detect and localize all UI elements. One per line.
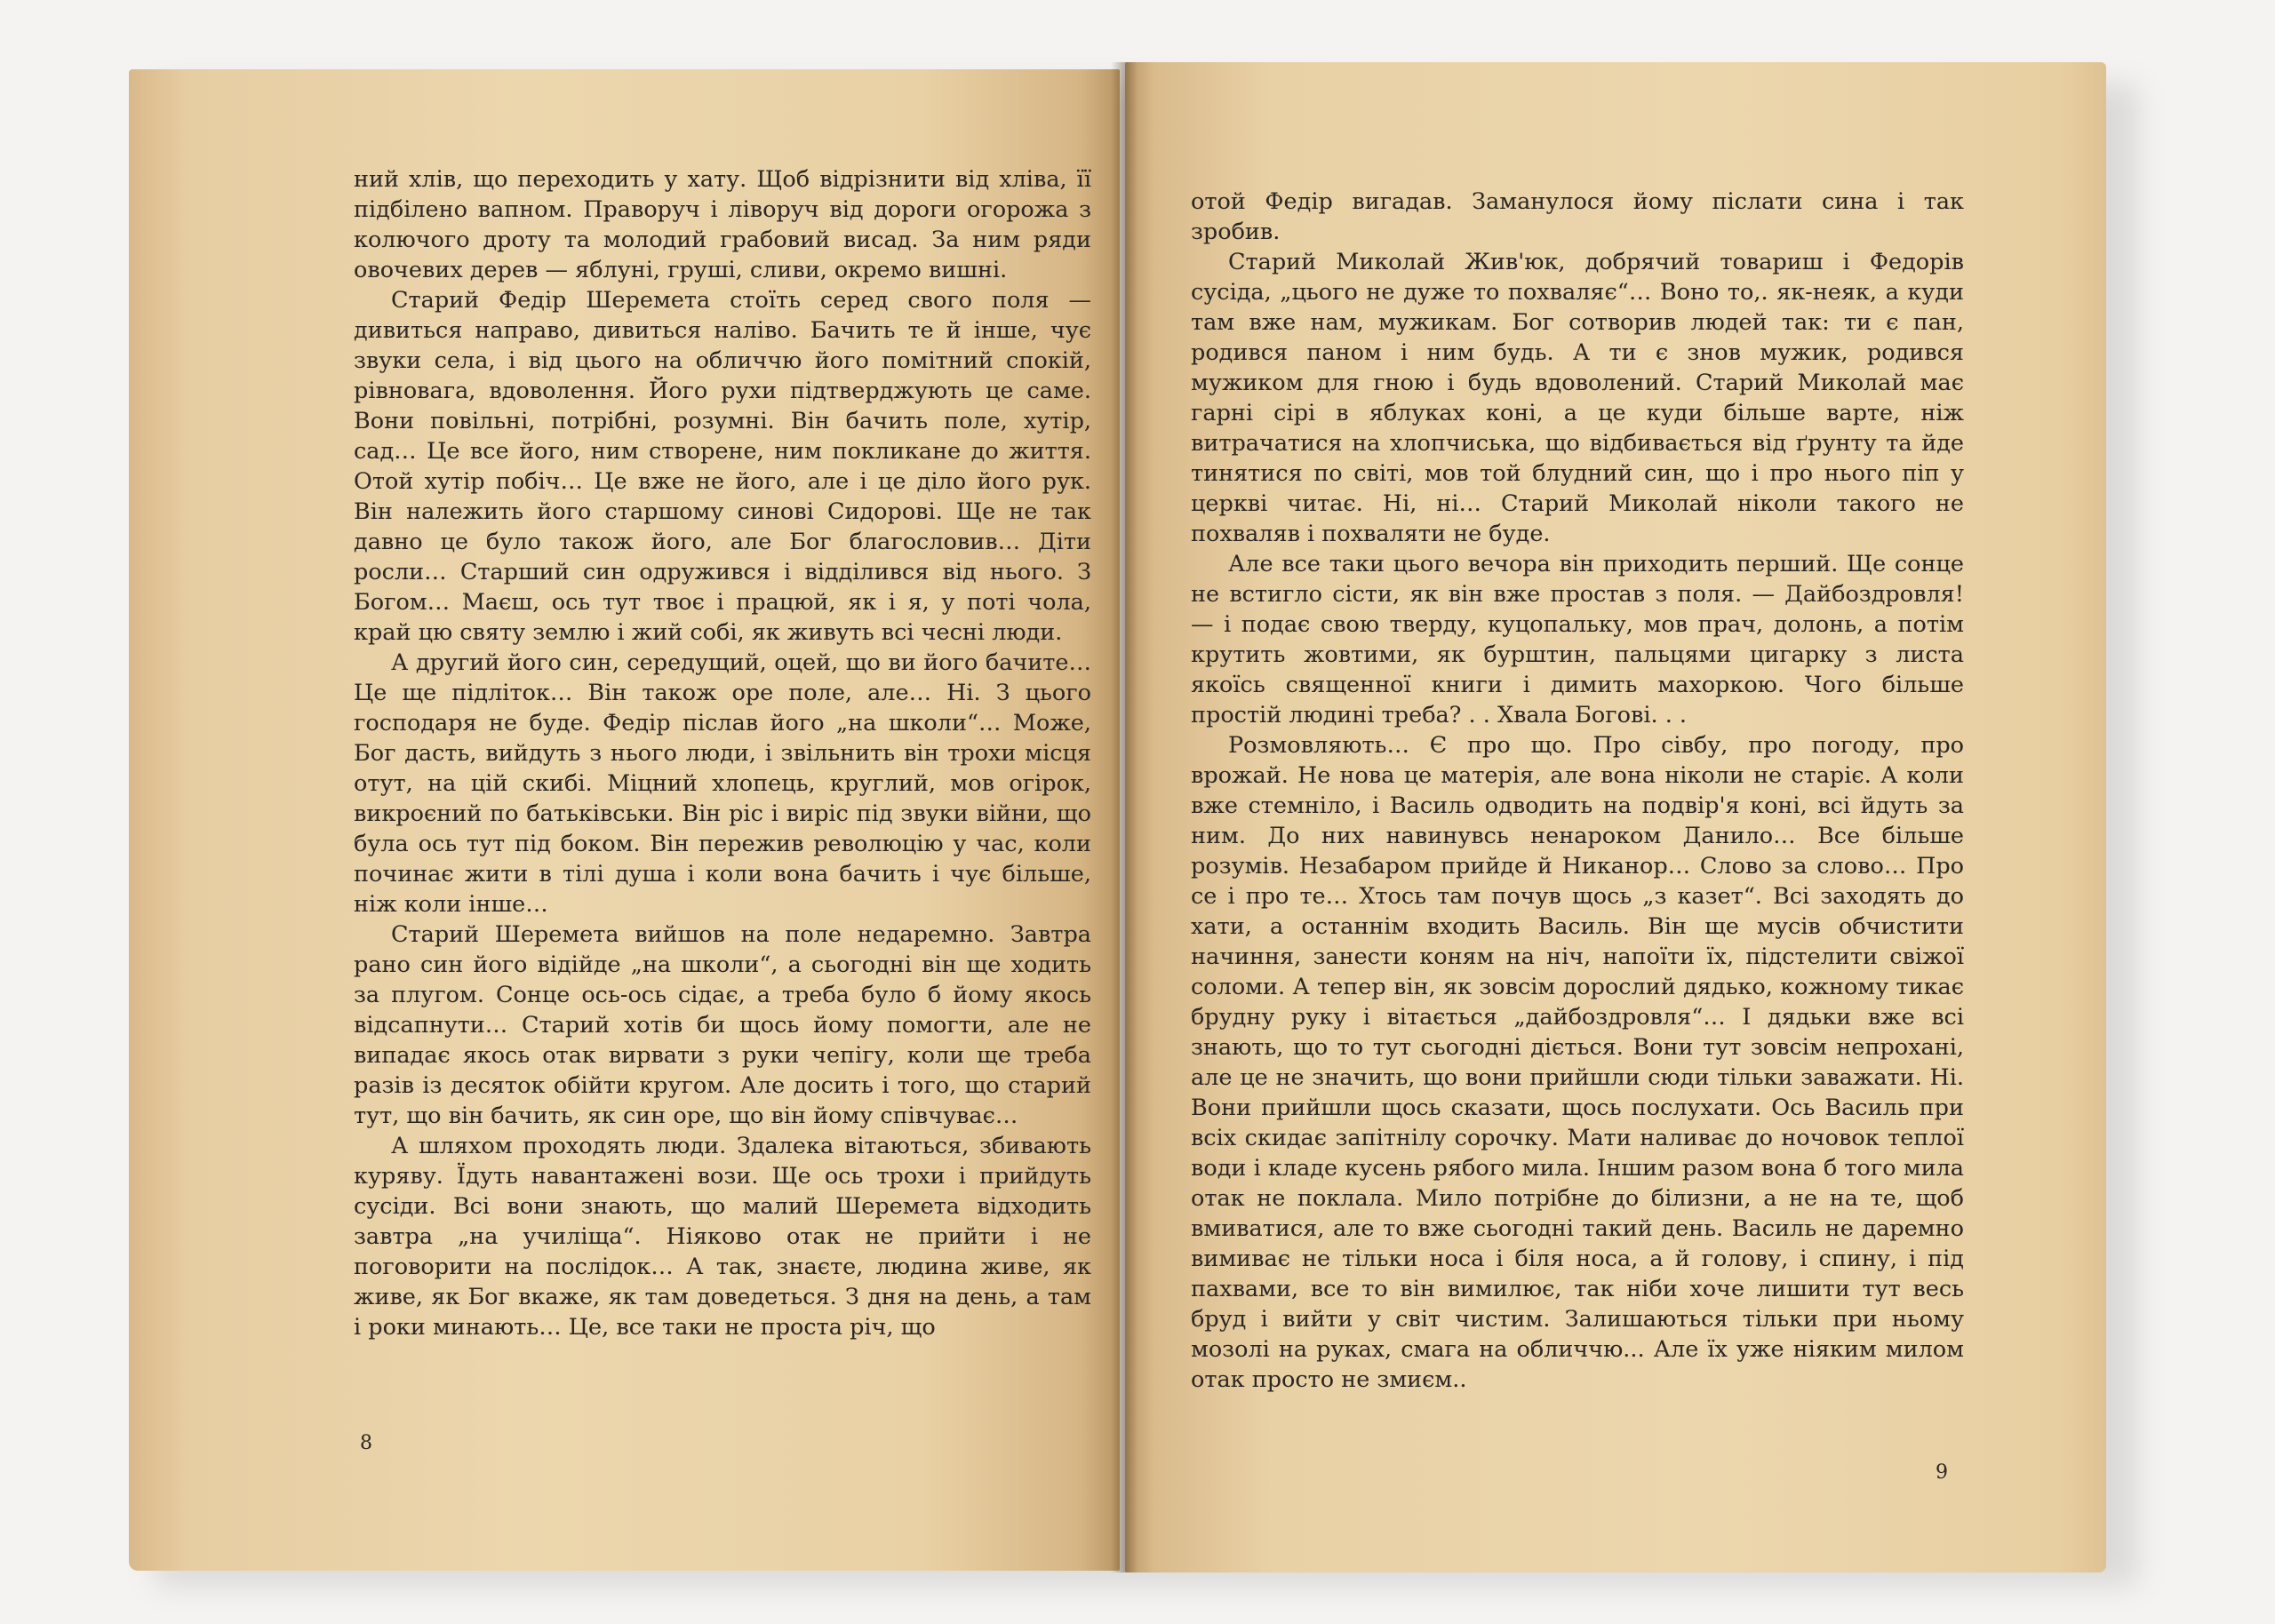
paragraph: А другий його син, середущий, оцей, що ви його бачите… Це ще підліток… Він також оре поле, але… Ні. З цього господаря не буде. Федір післав його „на школи“… Може, Бог дасть, вийдуть з нього люди, і звільнить він трохи місця отут, на цій скибі. Міцний хлопець, круглий, мов огірок, викроєний по батьківськи. Він ріс і виріс під звуки війни, що була ось тут під боком. Він пережив революцію у час, коли починає жити в тілі душа і коли вона бачить і чує більше, ніж коли інше…: [354, 649, 1091, 918]
book-gutter: [1111, 62, 1138, 1572]
paragraph: Старий Федір Шеремета стоїть серед свого поля — дивиться направо, дивиться наліво. Бачить те й інше, чує звуки села, і від цього на обличчю його помітний спокій, рівновага, вдоволення. Його рухи підтверджують це саме. Вони повільні, потрібні, розумні. Він бачить поле, хутір, сад… Це все його, ним створене, ним покликане до життя. Отой хутір побіч… Це вже не його, але і це діло його рук. Він належить його старшому синові Сидорові. Ще не так давно це було також його, але Бог благословив… Діти росли… Старший син одружився і відділився від нього. З Богом… Маєш, ось тут твоє і працюй, як і я, у поті чола, край цю святу землю і жий собі, як живуть всі чесні люди.: [354, 287, 1091, 646]
paragraph: Старий Миколай Жив'юк, добрячий товариш і Федорів сусіда, „цього не дуже то похваляє“… Воно то,. як-неяк, а куди там вже нам, мужикам. Бог сотворив людей так: ти є пан, родився паном і ним будь. А ти є знов мужик, родився мужиком для гною і будь вдоволений. Старий Миколай має гарні сірі в яблуках коні, а це куди більше варте, ніж витрачатися на хлопчиська, що відбивається від ґрунту та йде тинятися по світі, мов той блудний син, що і про нього піп у церкві читає. Ні, ні… Старий Миколай ніколи такого не похваляв і похваляти не буде.: [1191, 249, 1964, 547]
paragraph: А шляхом проходять люди. Здалека вітаються, збивають куряву. Їдуть навантажені вози. Ще ось трохи і прийдуть сусіди. Всі вони знають, що малий Шеремета відходить завтра „на училіща“. Ніяково отак не прийти і не поговорити на послідок… А так, знаєте, людина живе, як живе, як Бог вкаже, як там доведеться. З дня на день, а там і роки минають… Це, все таки не проста річ, що: [354, 1133, 1091, 1341]
right-page-text: [1191, 187, 1964, 1395]
paragraph: Старий Шеремета вийшов на поле недаремно. Завтра рано син його відійде „на школи“, а сьогодні він ще ходить за плугом. Сонце ось-ось сідає, а треба було б йому якось відсапнути… Старий хотів би щось йому помогти, але не випадає якось отак вирвати з руки чепігу, коли ще треба разів із десяток обійти кругом. Але досить і того, що старий тут, що він бачить, як син оре, що він йому співчуває…: [354, 921, 1091, 1129]
paragraph: ний хлів, що переходить у хату. Щоб відрізнити від хліва, її підбілено вапном. Праворуч і ліворуч від дороги огорожа з колючого дроту та молодий грабовий висад. За ним ряди овочевих дерев — яблуні, груші, сливи, окремо вишні.: [354, 166, 1091, 283]
page-number: 8: [360, 1432, 372, 1454]
paragraph: Розмовляють… Є про що. Про сівбу, про погоду, про врожай. Не нова це матерія, але вона ніколи не старіє. А коли вже стемніло, і Василь одводить на подвір'я коні, всі йдуть за ним. До них навинувсь ненароком Данило… Все більше розумів. Незабаром прийде й Никанор… Слово за слово… Про се і про те… Хтось там почув щось „з казет“. Всі заходять до хати, а останнім входить Василь. Він ще мусів обчистити начиння, занести коням на ніч, напоїти їх, підстелити свіжої соломи. А тепер він, як зовсім дорослий дядько, кожному тикає брудну руку і вітається „дайбоздровля“… І дядьки вже всі знають, що то тут сьогодні діється. Вони тут зовсім непрохані, але це не значить, що вони прийшли сюди тільки заважати. Ні. Вони прийшли щось сказати, щось послухати. Ось Василь при всіх скидає запітнілу сорочку. Мати наливає до ночовок теплої води і кладе кусень рябого мила. Іншим разом вона б того мила отак не поклала. Мило потрібне до білизни, а не на те, щоб вмиватися, але то вже сьогодні такий день. Василь не даремно вимиває не тільки носа і біля носа, а й голову, і спину, і під пахвами, все то він вимилює, так ніби хоче лишити тут весь бруд і вийти у світ чистим. Залишаються тільки при ньому мозолі на руках, смага на обличчю... Але їх уже ніяким милом отак просто не змиєм..: [1191, 732, 1964, 1393]
left-page-text: [354, 164, 1091, 1342]
paragraph: отой Федір вигадав. Заманулося йому післати сина і так зробив.: [1191, 188, 1964, 245]
page-number: 9: [1936, 1461, 1948, 1484]
paragraph: Але все таки цього вечора він приходить перший. Ще сонце не встигло сісти, як він вже простав з поля. — Дайбоздровля! — і подає свою тверду, куцопальку, мов прач, долонь, а потім крутить жовтими, як бурштин, пальцями цигарку з листа якоїсь священної книги і димить махоркою. Чого більше простій людині треба? . . Хвала Богові. . .: [1191, 551, 1964, 728]
